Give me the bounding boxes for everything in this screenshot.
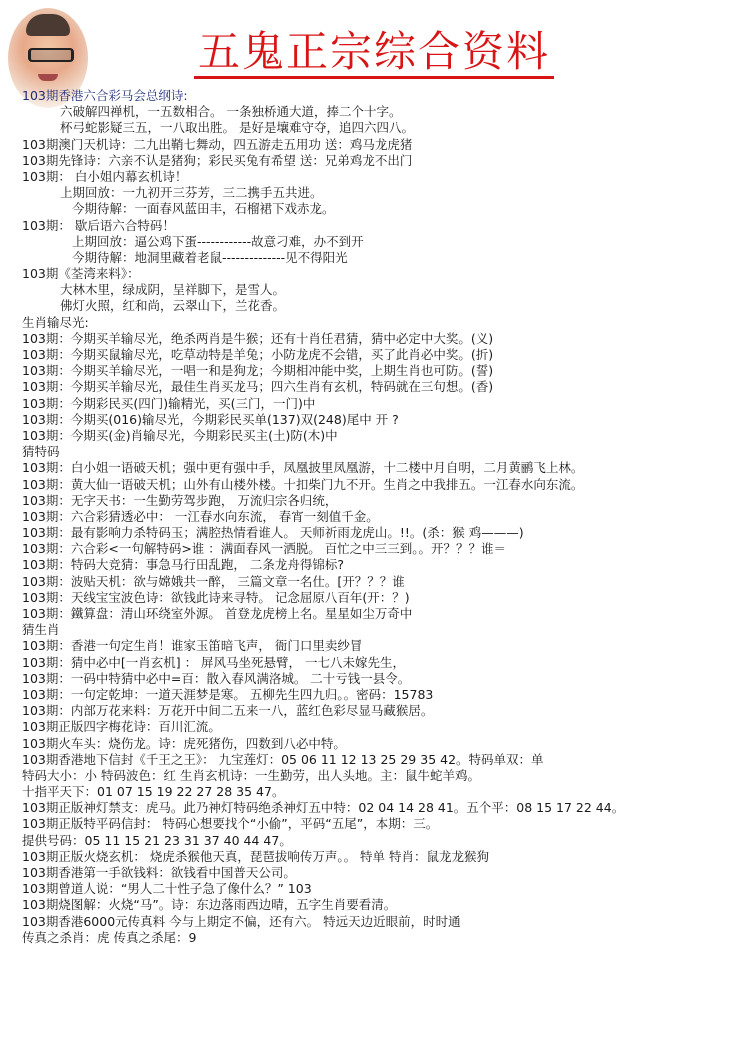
text-line: 103期：波贴天机：欲与嫦娥共一醉， 三篇文章一名仕。[开？？？谁 [22,573,405,589]
text-line: 103期《荃湾来料》： [22,266,140,282]
text-line: 大林木里，绿成阴，呈祥脚下，是雪人。 [60,282,286,298]
text-line: 上期回放：逼公鸡下蛋------------故意刁难，办不到开 [72,233,364,249]
text-line: 生肖输尽光: [22,314,89,330]
text-line: 103期：今期买羊输尽光，一唱一和是狗龙；今期相冲能中奖，上期生肖也可防。(誓) [22,363,494,379]
text-line: 103期香港第一手欲钱料：欲钱看中国普天公司。 [22,865,296,880]
text-line: 猜特码 [22,444,60,460]
text-line: 猜生肖 [22,622,60,638]
text-line: 103期：白小姐一语破天机；强中更有强中手，凤凰披里凤凰游，十二楼中月自明，二月黄鹂飞上林。 [22,460,584,476]
text-line: 103期：今期买(016)输尽光，今期彩民买单(137)双(248)尾中 开 ? [22,411,399,427]
text-line: 103期：六合彩猜透必中： 一江春水向东流， 春宵一刻值千金。 [22,508,379,524]
text-line: 上期回放：一九初开三芬芳，三二携手五共进。 [60,185,323,201]
text-line: 103期：猜中必中[一肖玄机] ： 屏风马坐死悬臂， 一七八未嫁先生， [22,654,406,670]
text-line: 103期：无字天书：一生勤劳驾步跑， 万流归宗各归统， [22,492,338,508]
text-line: 103期： 白小姐内幕玄机诗！ [22,168,188,184]
text-line: 103期：鐵算盘：清山环绕室外源。 首登龙虎榜上名。星星如尘万奇中 [22,606,413,621]
text-line: 今期待解：地洞里藏着老鼠--------------见不得阳光 [72,249,348,265]
text-line: 传真之杀肖：虎 传真之杀尾：9 [22,929,197,945]
page-title-wrap [0,26,748,78]
text-line: 103期火车头：烧伤龙。诗：虎死猪伤，四数到八必中特。 [22,735,346,751]
text-line: 103期：香港一句定生肖！谁家玉笛暗飞声， 衙门口里卖纱冒 [22,638,363,654]
text-line: 103期正版四字梅花诗：百川汇流。 [22,719,221,735]
text-line: 六破解四禅机，一五数相合。 一条独桥通大道，捧二个十字。 [60,104,402,120]
text-line: 103期香港地下信封《千王之王》： 九宝莲灯：05 06 11 12 13 25 29 35 42。特码单双：单 [22,751,544,767]
text-line: 103期：天线宝宝波色诗：欲钱此诗来寻特。 记念屈原八百年(开：？) [22,589,410,605]
text-line: 103期正版神灯禁支：虎马。此乃神灯特码绝杀神灯五中特：02 04 14 28 41。五个平：08 15 17 22 44。 [22,800,625,816]
text-line: 103期：一码中特猜中必中=百：散入春风满洛城。 二十亏钱一县令。 [22,670,411,686]
text-line: 103期：六合彩<一句解特码>谁 ：满面春风一洒脱。 百忙之中三三到。。开？？？谁＝ [22,541,507,557]
text-line: 提供号码：05 11 15 21 23 31 37 40 44 47。 [22,832,292,848]
text-line: 103期烧图解：火烧“马”。诗：东边落雨西边晴，五字生肖要看清。 [22,897,397,913]
text-line: 103期：一句定乾坤：一道天涯梦是寒。 五柳先生四九归。。密码：15783 [22,686,434,702]
text-line: 佛灯火照，红和尚，云翠山下，兰花香。 [60,298,286,314]
text-line: 杯弓蛇影疑三五，一八取出胜。 是好是壤难守夺，追四六四八。 [60,120,414,136]
text-line: 103期：黄大仙一语破天机；山外有山楼外楼。十扣柴门九不开。生肖之中我排五。一江春水向东流。 [22,476,584,492]
text-line: 103期正版特平码信封： 特码心想要找个“小偷”，平码“五尾”，本期：三。 [22,816,439,832]
text-line: 103期香港6000元传真料 今与上期定不偏，还有六。 特远天边近眼前，时时通 [22,913,461,929]
text-line: 103期正版火烧玄机： 烧虎杀猴他天真，琵琶拔响传万声。。 特单 特肖：鼠龙龙猴狗 [22,848,490,864]
text-line: 特码大小：小 特码波色：红 生肖玄机诗：一生勤劳，出人头地。主：鼠牛蛇羊鸡。 [22,767,480,783]
document-body [22,88,744,946]
text-line: 103期：特码大竞猜：事急马行田乱跑， 二条龙舟得锦标? [22,557,344,573]
text-line: 103期：今期彩民买(四门)输精光，买(三门，一门)中 [22,395,316,411]
text-line: 103期：今期买鼠输尽光，吃草动特是羊兔；小防龙虎不会错，买了此肖必中奖。(折) [22,347,494,362]
text-line: 103期：最有影响力杀特码玉；满腔热情看谁人。 天师祈雨龙虎山。!!。(杀：猴 鸡———) [22,525,524,541]
text-line: 今期待解：一面春风蓝田丰，石榴裙下戏赤龙。 [72,201,335,217]
text-line: 103期：今期买(金)肖输尽光，今期彩民买主(土)防(木)中 [22,427,338,443]
text-line: 103期：今期买羊输尽光，最佳生肖买龙马；四六生肖有玄机，特码就在三句想。(香) [22,379,494,395]
text-line: 103期： 歇后语六合特码！ [22,217,175,233]
page-title: 五鬼正宗综合资料 [194,27,554,79]
text-line: 103期：内部万花来料：万花开中间二五来一八，蓝红色彩尽显马藏猴居。 [22,703,434,719]
text-line: 十指平天下：01 07 15 19 22 27 28 35 47。 [22,784,285,800]
text-line: 103期先锋诗：六亲不认是猪狗；彩民买兔有希望 送：兄弟鸡龙不出门 [22,152,413,168]
text-line: 103期澳门天机诗：二九出鞘七舞动，四五游走五用功 送：鸡马龙虎猪 [22,136,413,152]
text-line: 103期：今期买羊输尽光，绝杀两肖是牛猴；还有十肖任君猜，猜中必定中大奖。(义) [22,330,494,346]
text-line: 103期香港六合彩马会总纲诗: [22,88,188,103]
text-line: 103期曾道人说：“男人二十性子急了像什么？” 103 [22,881,312,897]
